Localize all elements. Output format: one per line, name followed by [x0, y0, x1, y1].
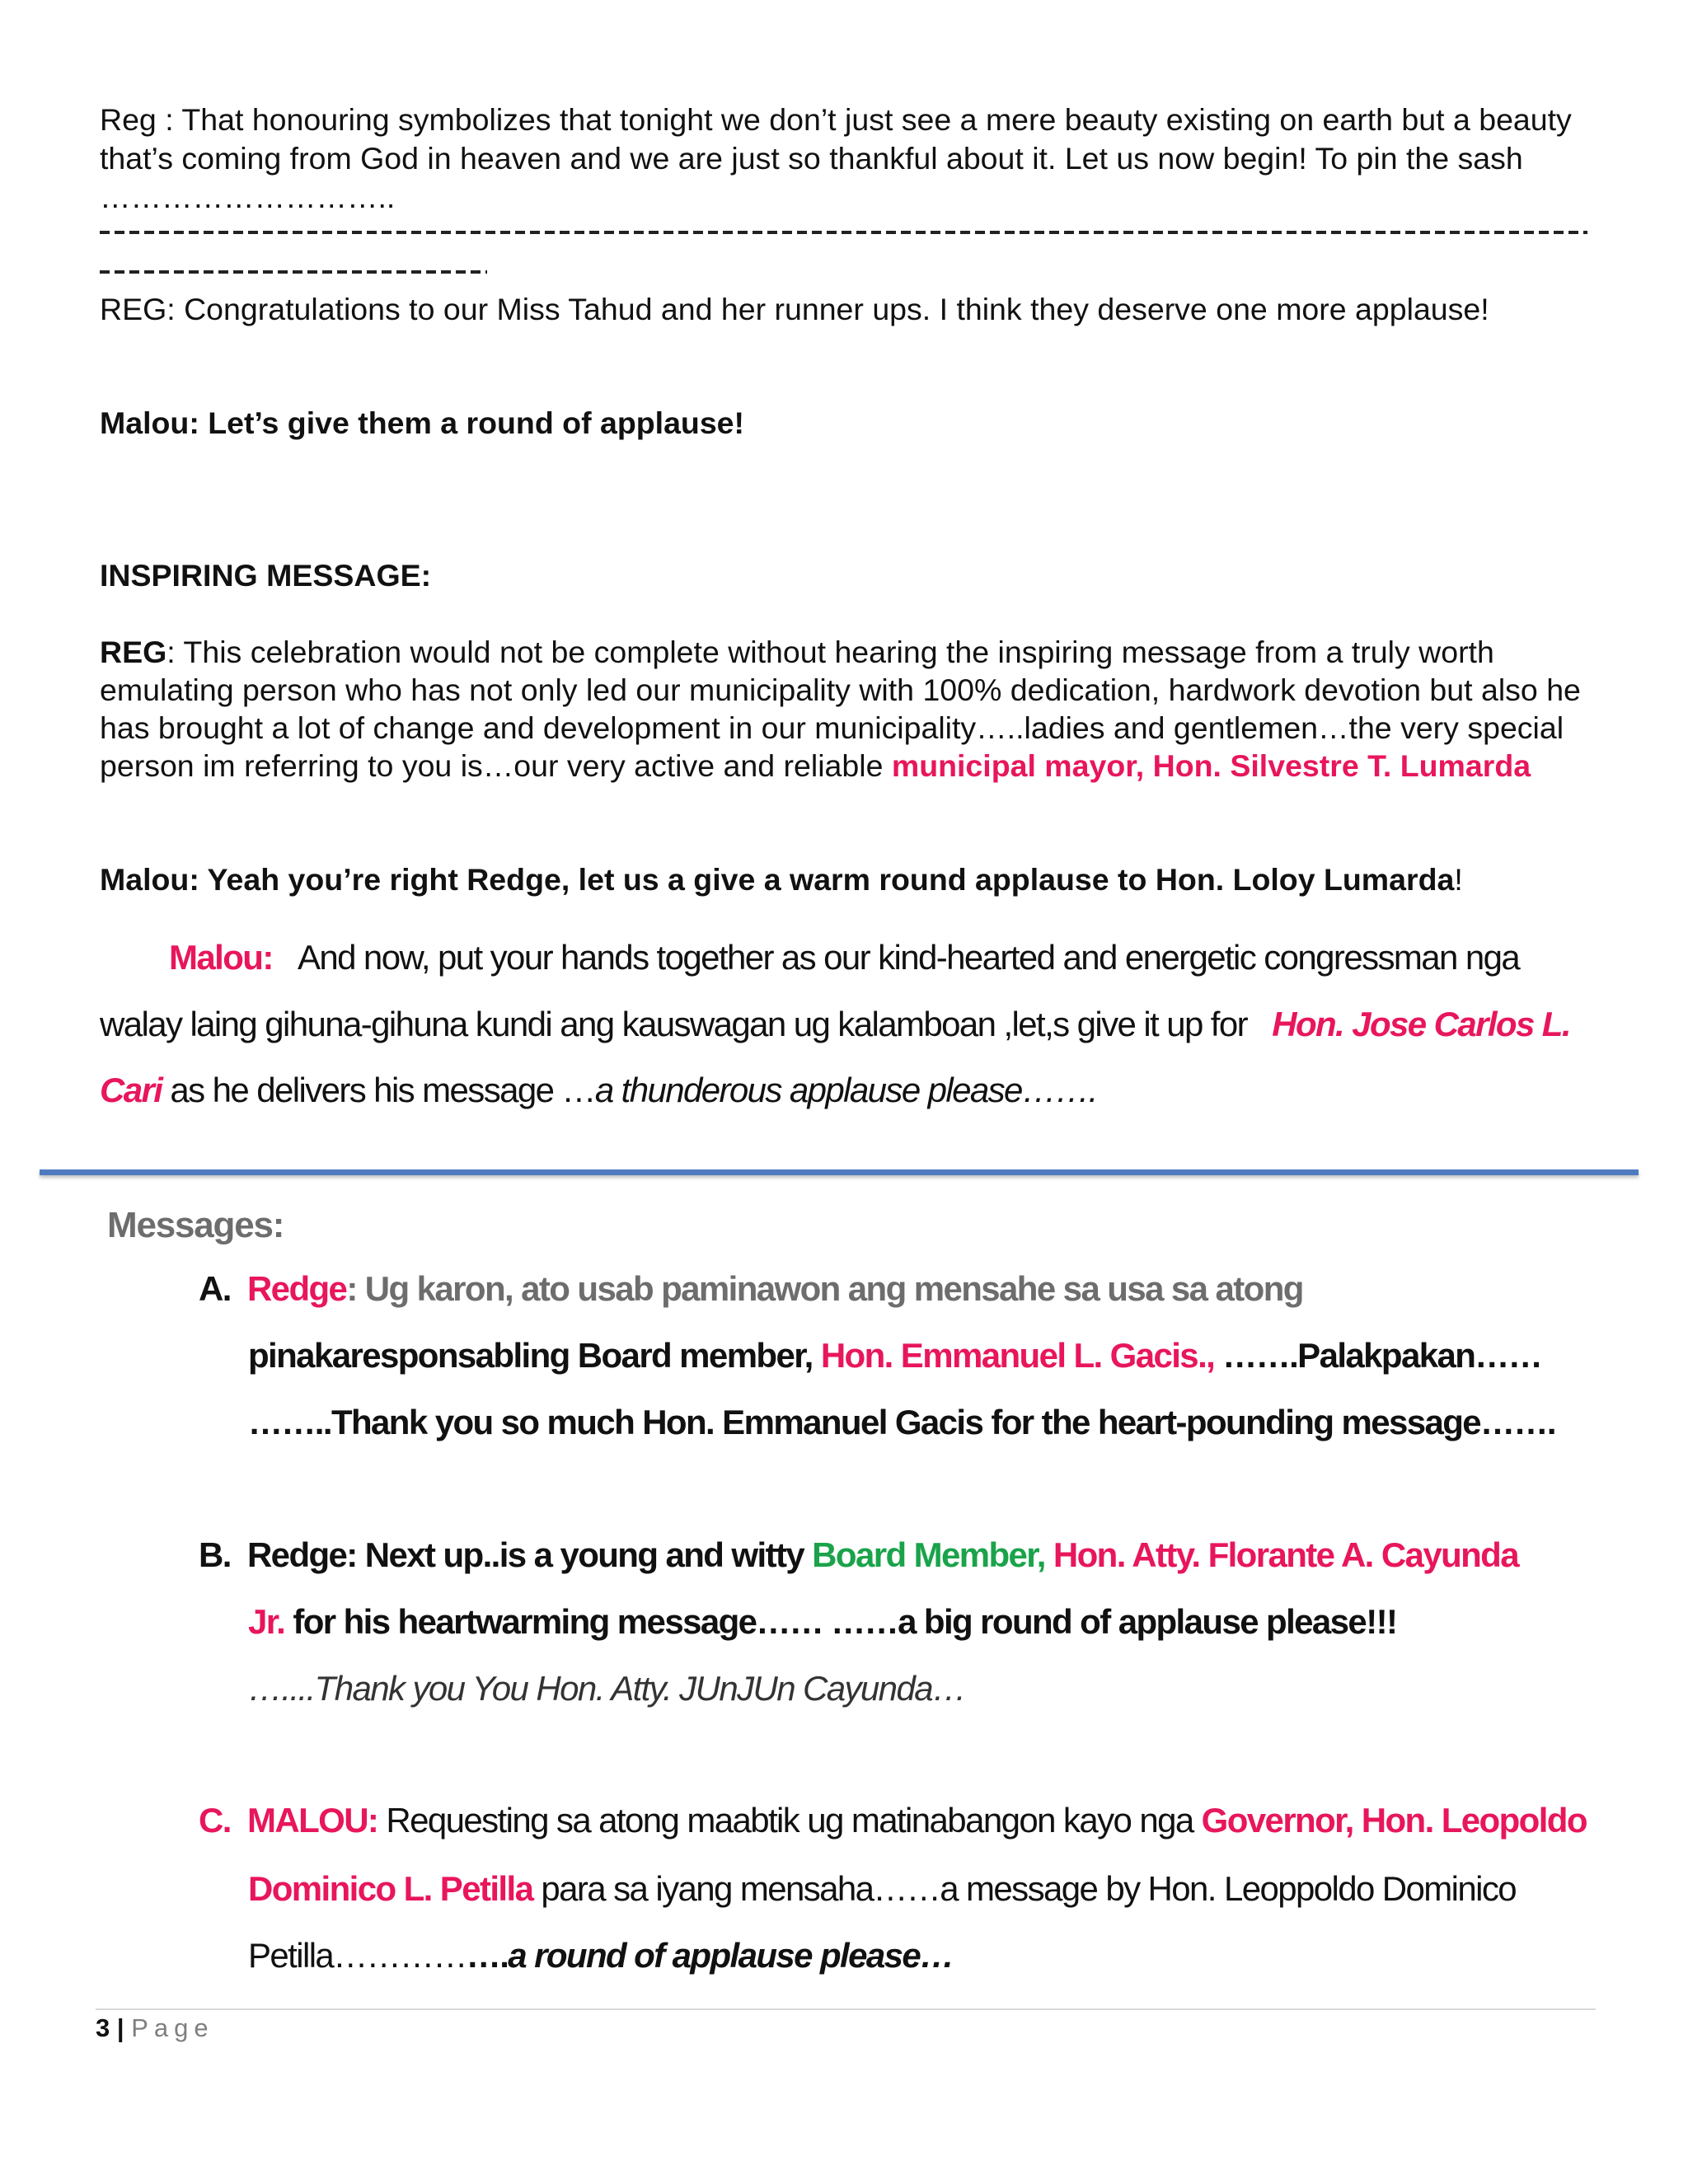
message-c-dots: ….: [466, 1936, 509, 1975]
congressman-line-3: [100, 1071, 1097, 1110]
congressman-name-part-1: Hon. Jose Carlos L.: [1272, 1005, 1570, 1043]
message-c-line-2-end: para sa iyang mensaha……a message by Hon. Leoppoldo Dominico: [532, 1869, 1517, 1908]
page-word: Page: [131, 2013, 214, 2042]
malou-mayor-text: Malou: Yeah you’re right Redge, let us a give a warm round applause to Hon. Loloy Lumarda: [100, 862, 1455, 897]
message-c-name-2: Dominico L. Petilla: [248, 1869, 533, 1908]
reg-inspiring-text: : This celebration would not be complete without hearing the inspiring message from a truly worth emulating person who has not only led our municipality with 100% dedication, hardwork devotion but also he has brought a lot of change and development in our municipality…..ladies and gentlemen…the very special person im referring to you is…our very active and reliable: [100, 635, 1581, 783]
message-b-line-2: [248, 1602, 1396, 1642]
message-b-letter: B.: [199, 1535, 231, 1574]
reg-congratulations: REG: Congratulations to our Miss Tahud and her runner ups. I think they deserve one more applause!: [100, 292, 1489, 326]
message-b-name-2: Jr.: [248, 1602, 285, 1641]
page-footer: [96, 2013, 214, 2043]
message-c-line-2: [248, 1869, 1516, 1909]
message-c-line-3: [248, 1936, 954, 1975]
congressman-delivers-text: as he delivers his message …: [162, 1071, 595, 1109]
message-a-line-2-end: …….Palakpakan……: [1214, 1336, 1542, 1375]
malou-speaker-label: Malou:: [169, 938, 273, 977]
message-c-name-1: Governor, Hon. Leopoldo: [1201, 1801, 1587, 1840]
message-a-speaker: Redge: [246, 1269, 347, 1308]
congressman-line-1: [169, 938, 1519, 977]
inspiring-message-heading: INSPIRING MESSAGE:: [100, 558, 432, 593]
malou-mayor-exclamation: !: [1454, 862, 1463, 897]
reg-inspiring-paragraph: [100, 633, 1583, 785]
message-b-name-1: Hon. Atty. Florante A. Cayunda: [1053, 1535, 1518, 1574]
dashed-divider-end: [100, 270, 487, 274]
message-c-letter: C.: [199, 1801, 231, 1840]
message-c-intro: Requesting sa atong maabtik ug matinabangon kayo nga: [377, 1801, 1202, 1840]
message-a-line-2: [248, 1336, 1541, 1376]
dashed-divider: [100, 231, 1587, 234]
congressman-line-2: [100, 1005, 1570, 1044]
malou-mayor-line: [100, 860, 1583, 898]
page-number: 3: [96, 2013, 110, 2042]
message-b-role: Board Member,: [812, 1535, 1053, 1574]
footer-divider: [96, 2008, 1596, 2010]
footer-separator: |: [116, 2013, 124, 2042]
reg-sash-paragraph: Reg : That honouring symbolizes that tonight we don’t just see a mere beauty existing on earth but a beauty that’s coming from God in heaven and we are just so thankful about it. Let us now begin! To pin the sash ………………………..: [100, 102, 1572, 214]
message-a-line-1: [199, 1269, 1303, 1309]
messages-heading: Messages:: [107, 1205, 284, 1245]
message-c-applause: a round of applause please…: [508, 1936, 954, 1975]
message-a-name: Hon. Emmanuel L. Gacis.,: [820, 1336, 1215, 1375]
thunderous-applause-text: a thunderous applause please…….: [594, 1071, 1097, 1109]
malou-applause-line: Malou: Let’s give them a round of applause!: [100, 405, 745, 440]
message-c-line-1: [199, 1801, 1587, 1840]
congressman-intro-text: And now, put your hands together as our kind-hearted and energetic congressman nga: [297, 938, 1520, 977]
message-a-letter: A.: [199, 1269, 231, 1308]
message-a-line-2-start: pinakaresponsabling Board member,: [248, 1336, 821, 1375]
message-b-thank-you: …....Thank you You Hon. Atty. JUnJUn Cayunda…: [248, 1669, 966, 1708]
section-divider-rule: [40, 1169, 1639, 1175]
message-c-speaker: MALOU:: [246, 1801, 378, 1840]
message-a-line-3: ……..Thank you so much Hon. Emmanuel Gacis for the heart-pounding message…….: [248, 1403, 1555, 1441]
message-c-petilla: Petilla…………: [248, 1936, 467, 1975]
message-b-intro: Redge: Next up..is a young and witty: [246, 1535, 813, 1574]
congressman-line-2-text: walay laing gihuna-gihuna kundi ang kauswagan ug kalamboan ,let,s give it up for: [100, 1005, 1247, 1043]
message-b-line-2-end: for his heartwarming message…… ……a big round of applause please!!!: [284, 1602, 1397, 1641]
message-b-line-1: [199, 1535, 1518, 1575]
message-a-intro: : Ug karon, ato usab paminawon ang mensahe sa usa sa atong: [346, 1269, 1303, 1308]
mayor-name-highlight: municipal mayor, Hon. Silvestre T. Lumarda: [891, 748, 1531, 783]
congressman-name-part-2: Cari: [100, 1071, 162, 1109]
reg-speaker-label: REG: [100, 635, 167, 669]
